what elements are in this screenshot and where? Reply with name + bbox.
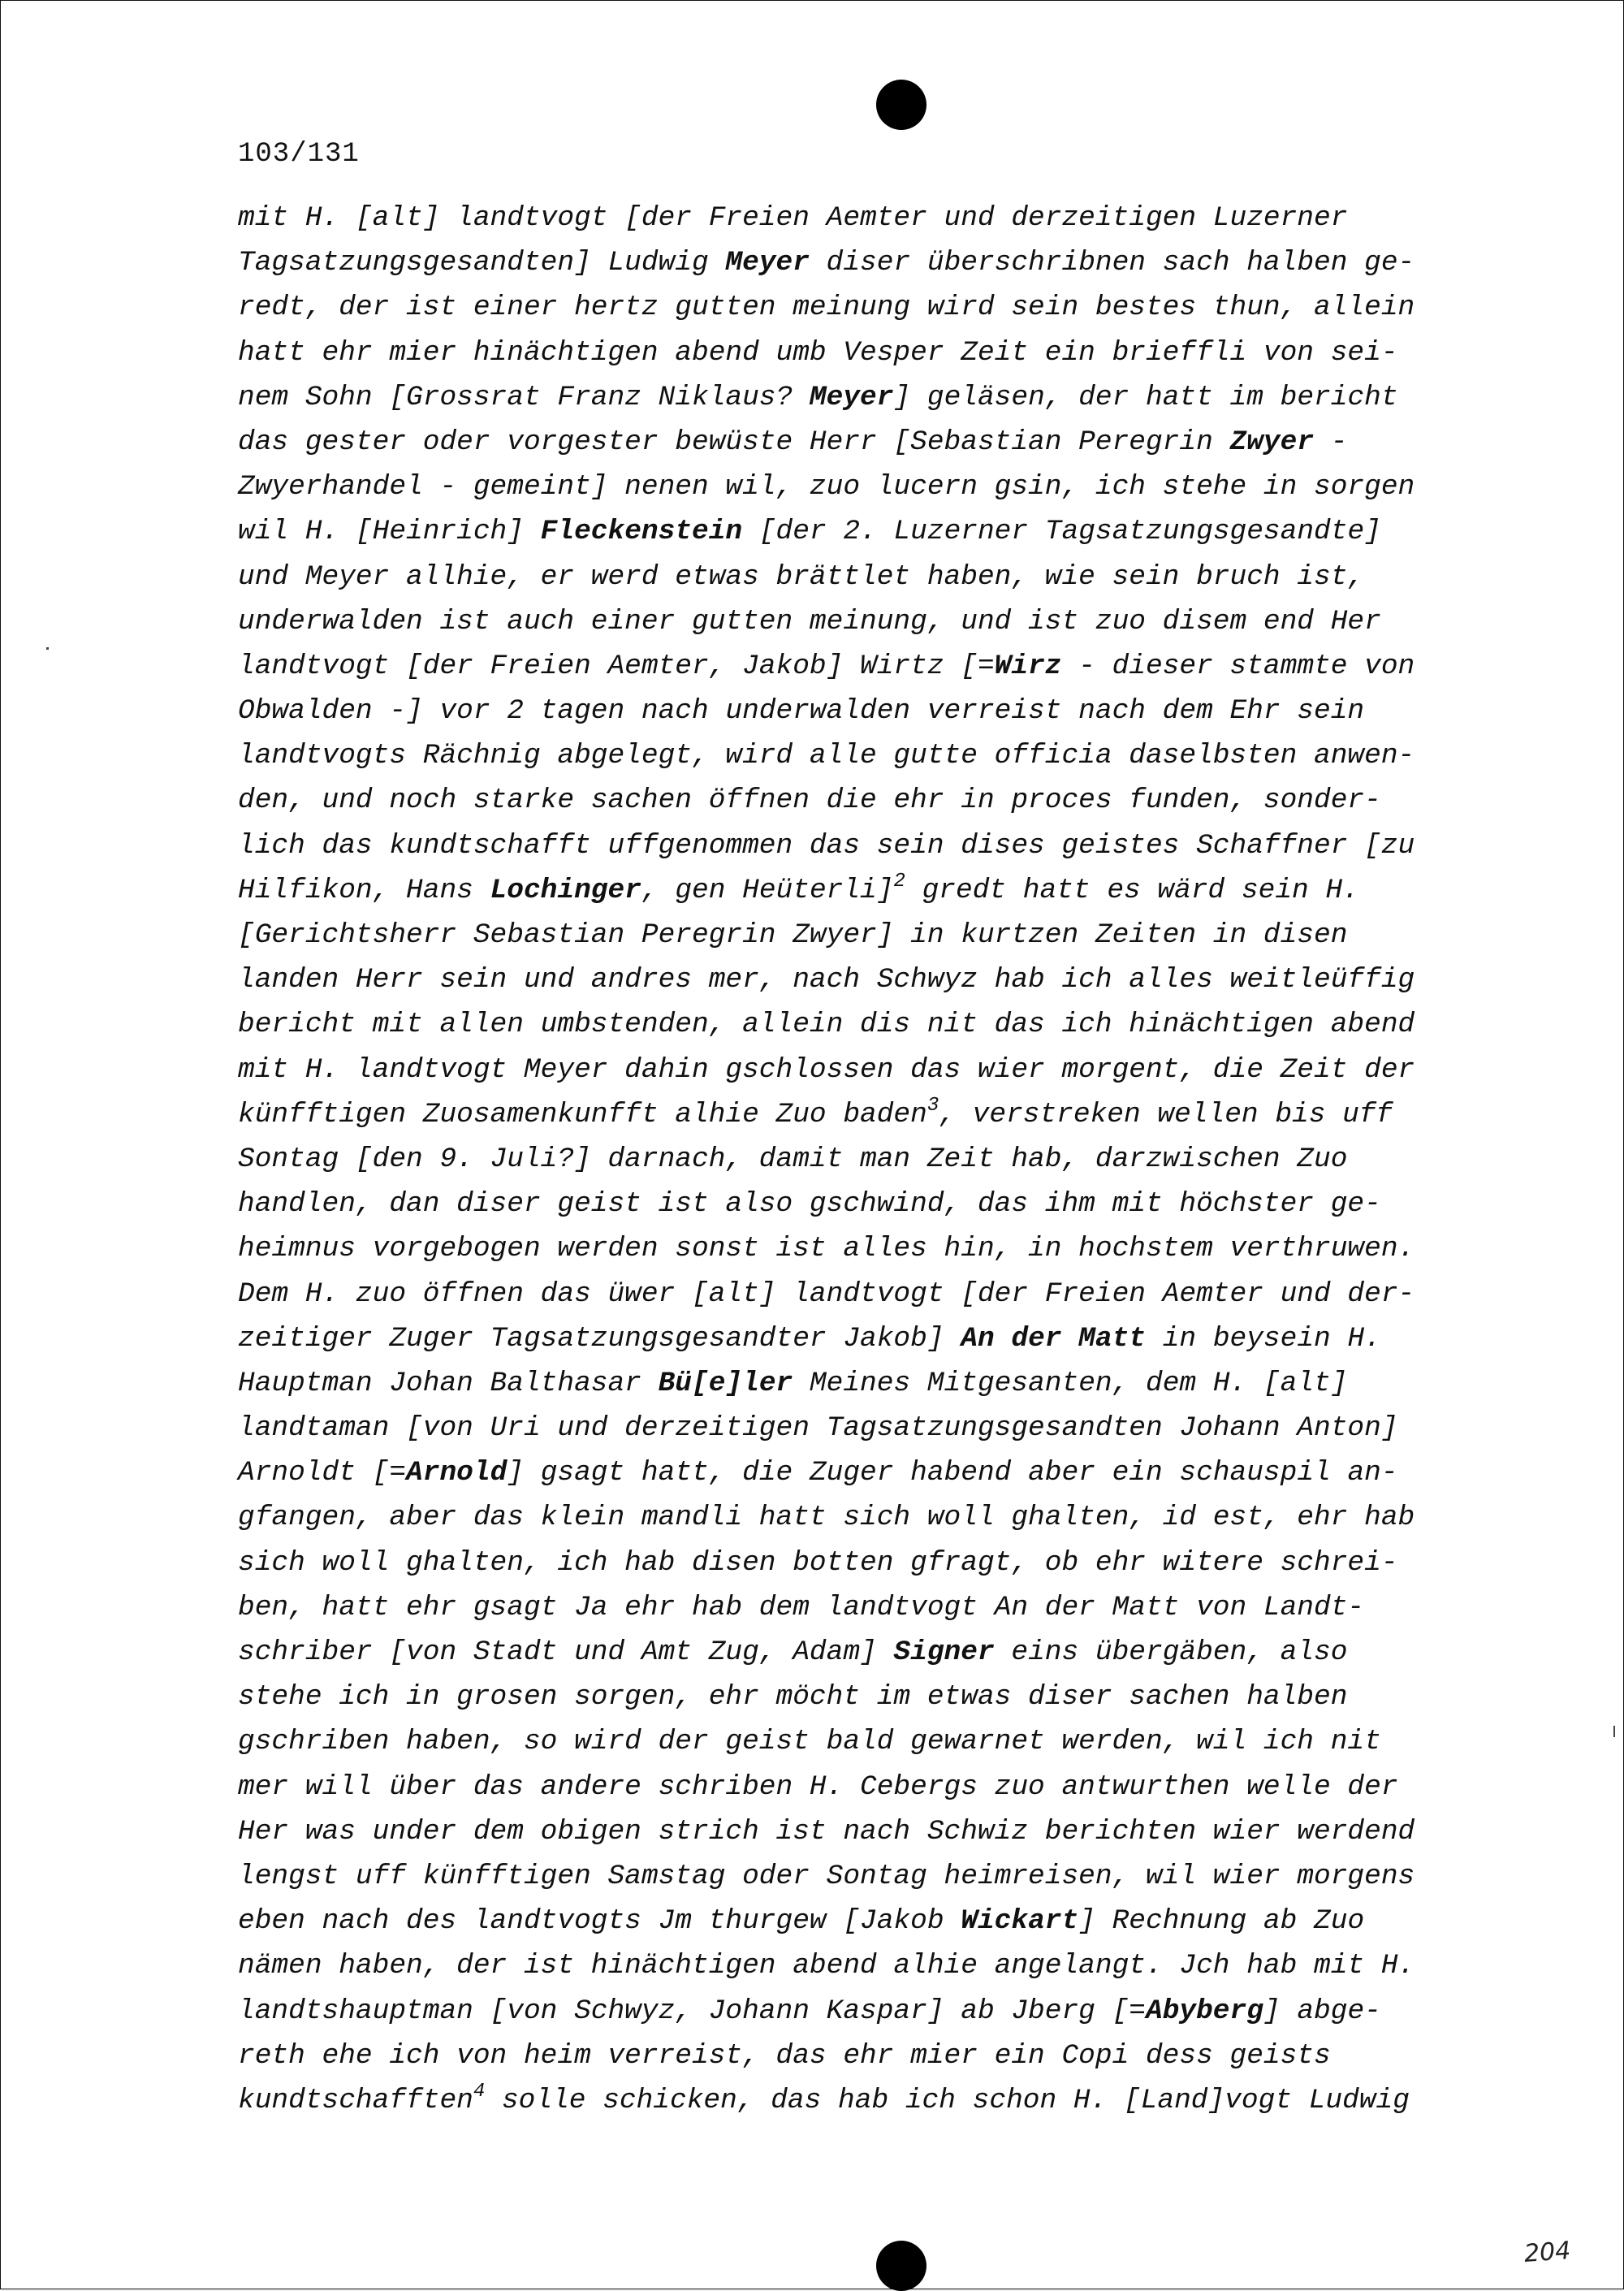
punch-hole-top	[876, 80, 926, 130]
text-line: wil H. [Heinrich] Fleckenstein [der 2. Luzerner Tagsatzungsgesandte]	[238, 516, 1381, 548]
text-line: lich das kundtschafft uffgenommen das sein dises geistes Schaffner [zu	[238, 829, 1415, 862]
bold-name: Meyer	[809, 381, 894, 413]
text-line: gschriben haben, so wird der geist bald gewarnet werden, wil ich nit	[238, 1726, 1381, 1758]
bold-name: Lochinger	[490, 874, 641, 906]
bold-name: Abyberg	[1145, 1995, 1263, 2027]
text-line: lengst uff künfftigen Samstag oder Sontag heimreisen, wil wier morgens	[238, 1860, 1415, 1892]
folio-number: 204	[1522, 2237, 1572, 2268]
transcription-text	[238, 196, 1488, 2123]
footnote-marker: 3	[926, 1094, 939, 1117]
footnote-marker: 2	[893, 870, 905, 893]
text-line: redt, der ist einer hertz gutten meinung wird sein bestes thun, allein	[238, 292, 1415, 324]
text-line: stehe ich in grosen sorgen, ehr möcht im etwas diser sachen halben	[238, 1681, 1348, 1714]
text-line: Her was under dem obigen strich ist nach Schwiz berichten wier werdend	[238, 1815, 1415, 1848]
text-line: bericht mit allen umbstenden, allein dis nit das ich hinächtigen abend	[238, 1009, 1415, 1041]
text-line: kundtschafften$^4$ solle schicken, das hab ich schon H. [Land]vogt Ludwig	[238, 2080, 1410, 2116]
scan-speck	[46, 647, 49, 650]
text-line: den, und noch starke sachen öffnen die ehr in proces funden, sonder-	[238, 785, 1381, 817]
bold-name: An der Matt	[961, 1322, 1146, 1355]
text-line: nem Sohn [Grossrat Franz Niklaus? Meyer] geläsen, der hatt im bericht	[238, 381, 1398, 413]
text-line: hatt ehr mier hinächtigen abend umb Vesper Zeit ein brieffli von sei-	[238, 336, 1398, 369]
text-line: landtaman [von Uri und derzeitigen Tagsatzungsgesandten Johann Anton]	[238, 1412, 1398, 1445]
text-line: Obwalden -] vor 2 tagen nach underwalden verreist nach dem Ehr sein	[238, 695, 1365, 728]
text-line: Hilfikon, Hans Lochinger, gen Heüterli]$^2$ gredt hatt es wärd sein H.	[238, 870, 1359, 906]
text-line: mer will über das andere schriben H. Cebergs zuo antwurthen welle der	[238, 1770, 1398, 1803]
footnote-marker: 4	[473, 2080, 486, 2103]
text-line: underwalden ist auch einer gutten meinung, und ist zuo disem end Her	[238, 605, 1381, 638]
text-line: eben nach des landtvogts Jm thurgew [Jakob Wickart] Rechnung ab Zuo	[238, 1905, 1365, 1938]
text-line: heimnus vorgebogen werden sonst ist alles hin, in hochstem verthruwen.	[238, 1233, 1415, 1265]
text-line: sich woll ghalten, ich hab disen botten gfragt, ob ehr witere schrei-	[238, 1546, 1398, 1579]
scan-edge-mark	[1613, 1726, 1615, 1737]
bold-name: Signer	[893, 1636, 995, 1668]
bold-name: Zwyer	[1229, 426, 1315, 458]
text-line: Dem H. zuo öffnen das üwer [alt] landtvogt [der Freien Aemter und der-	[238, 1277, 1415, 1310]
text-line: Tagsatzungsgesandten] Ludwig Meyer diser überschribnen sach halben ge-	[238, 247, 1415, 279]
text-line: mit H. landtvogt Meyer dahin gschlossen das wier morgent, die Zeit der	[238, 1053, 1415, 1086]
text-line: landen Herr sein und andres mer, nach Schwyz hab ich alles weitleüffig	[238, 964, 1415, 996]
text-line: Arnoldt [=Arnold] gsagt hatt, die Zuger habend aber ein schauspil an-	[238, 1457, 1398, 1489]
text-line: landtvogts Rächnig abgelegt, wird alle gutte officia daselbsten anwen-	[238, 740, 1415, 772]
text-line: landtvogt [der Freien Aemter, Jakob] Wirtz [=Wirz - dieser stammte von	[238, 650, 1415, 682]
bold-name: Arnold	[406, 1457, 508, 1489]
bold-name: Meyer	[725, 247, 810, 279]
text-line: zeitiger Zuger Tagsatzungsgesandter Jakob] An der Matt in beysein H.	[238, 1322, 1381, 1355]
page-reference: 103/131	[238, 139, 360, 170]
text-line: nämen haben, der ist hinächtigen abend alhie angelangt. Jch hab mit H.	[238, 1950, 1415, 1982]
text-line: Hauptman Johan Balthasar Bü[e]ler Meines Mitgesanten, dem H. [alt]	[238, 1367, 1348, 1399]
bold-name: Fleckenstein	[540, 516, 743, 548]
text-line: und Meyer allhie, er werd etwas brättlet haben, wie sein bruch ist,	[238, 560, 1365, 593]
punch-hole-bottom	[876, 2241, 926, 2291]
text-line: gfangen, aber das klein mandli hatt sich woll ghalten, id est, ehr hab	[238, 1502, 1415, 1534]
text-line: Zwyerhandel - gemeint] nenen wil, zuo lucern gsin, ich stehe in sorgen	[238, 471, 1415, 504]
text-line: das gester oder vorgester bewüste Herr [Sebastian Peregrin Zwyer -	[238, 426, 1348, 458]
text-line: schriber [von Stadt und Amt Zug, Adam] Signer eins übergäben, also	[238, 1636, 1348, 1668]
text-line: künfftigen Zuosamenkunfft alhie Zuo baden$^3$, verstreken wellen bis uff	[238, 1094, 1393, 1130]
text-line: ben, hatt ehr gsagt Ja ehr hab dem landtvogt An der Matt von Landt-	[238, 1591, 1365, 1623]
text-line: [Gerichtsherr Sebastian Peregrin Zwyer] in kurtzen Zeiten in disen	[238, 919, 1348, 951]
text-line: landtshauptman [von Schwyz, Johann Kaspar] ab Jberg [=Abyberg] abge-	[238, 1995, 1381, 2027]
text-line: handlen, dan diser geist ist also gschwind, das ihm mit höchster ge-	[238, 1188, 1381, 1221]
bold-name: Bü[e]ler	[658, 1367, 793, 1399]
text-line: Sontag [den 9. Juli?] darnach, damit man Zeit hab, darzwischen Zuo	[238, 1143, 1348, 1175]
bold-name: Wickart	[961, 1905, 1079, 1938]
bold-name: Wirz	[994, 650, 1062, 682]
text-line: reth ehe ich von heim verreist, das ehr mier ein Copi dess geists	[238, 2039, 1331, 2072]
text-line: mit H. [alt] landtvogt [der Freien Aemter und derzeitigen Luzerner	[238, 202, 1348, 234]
